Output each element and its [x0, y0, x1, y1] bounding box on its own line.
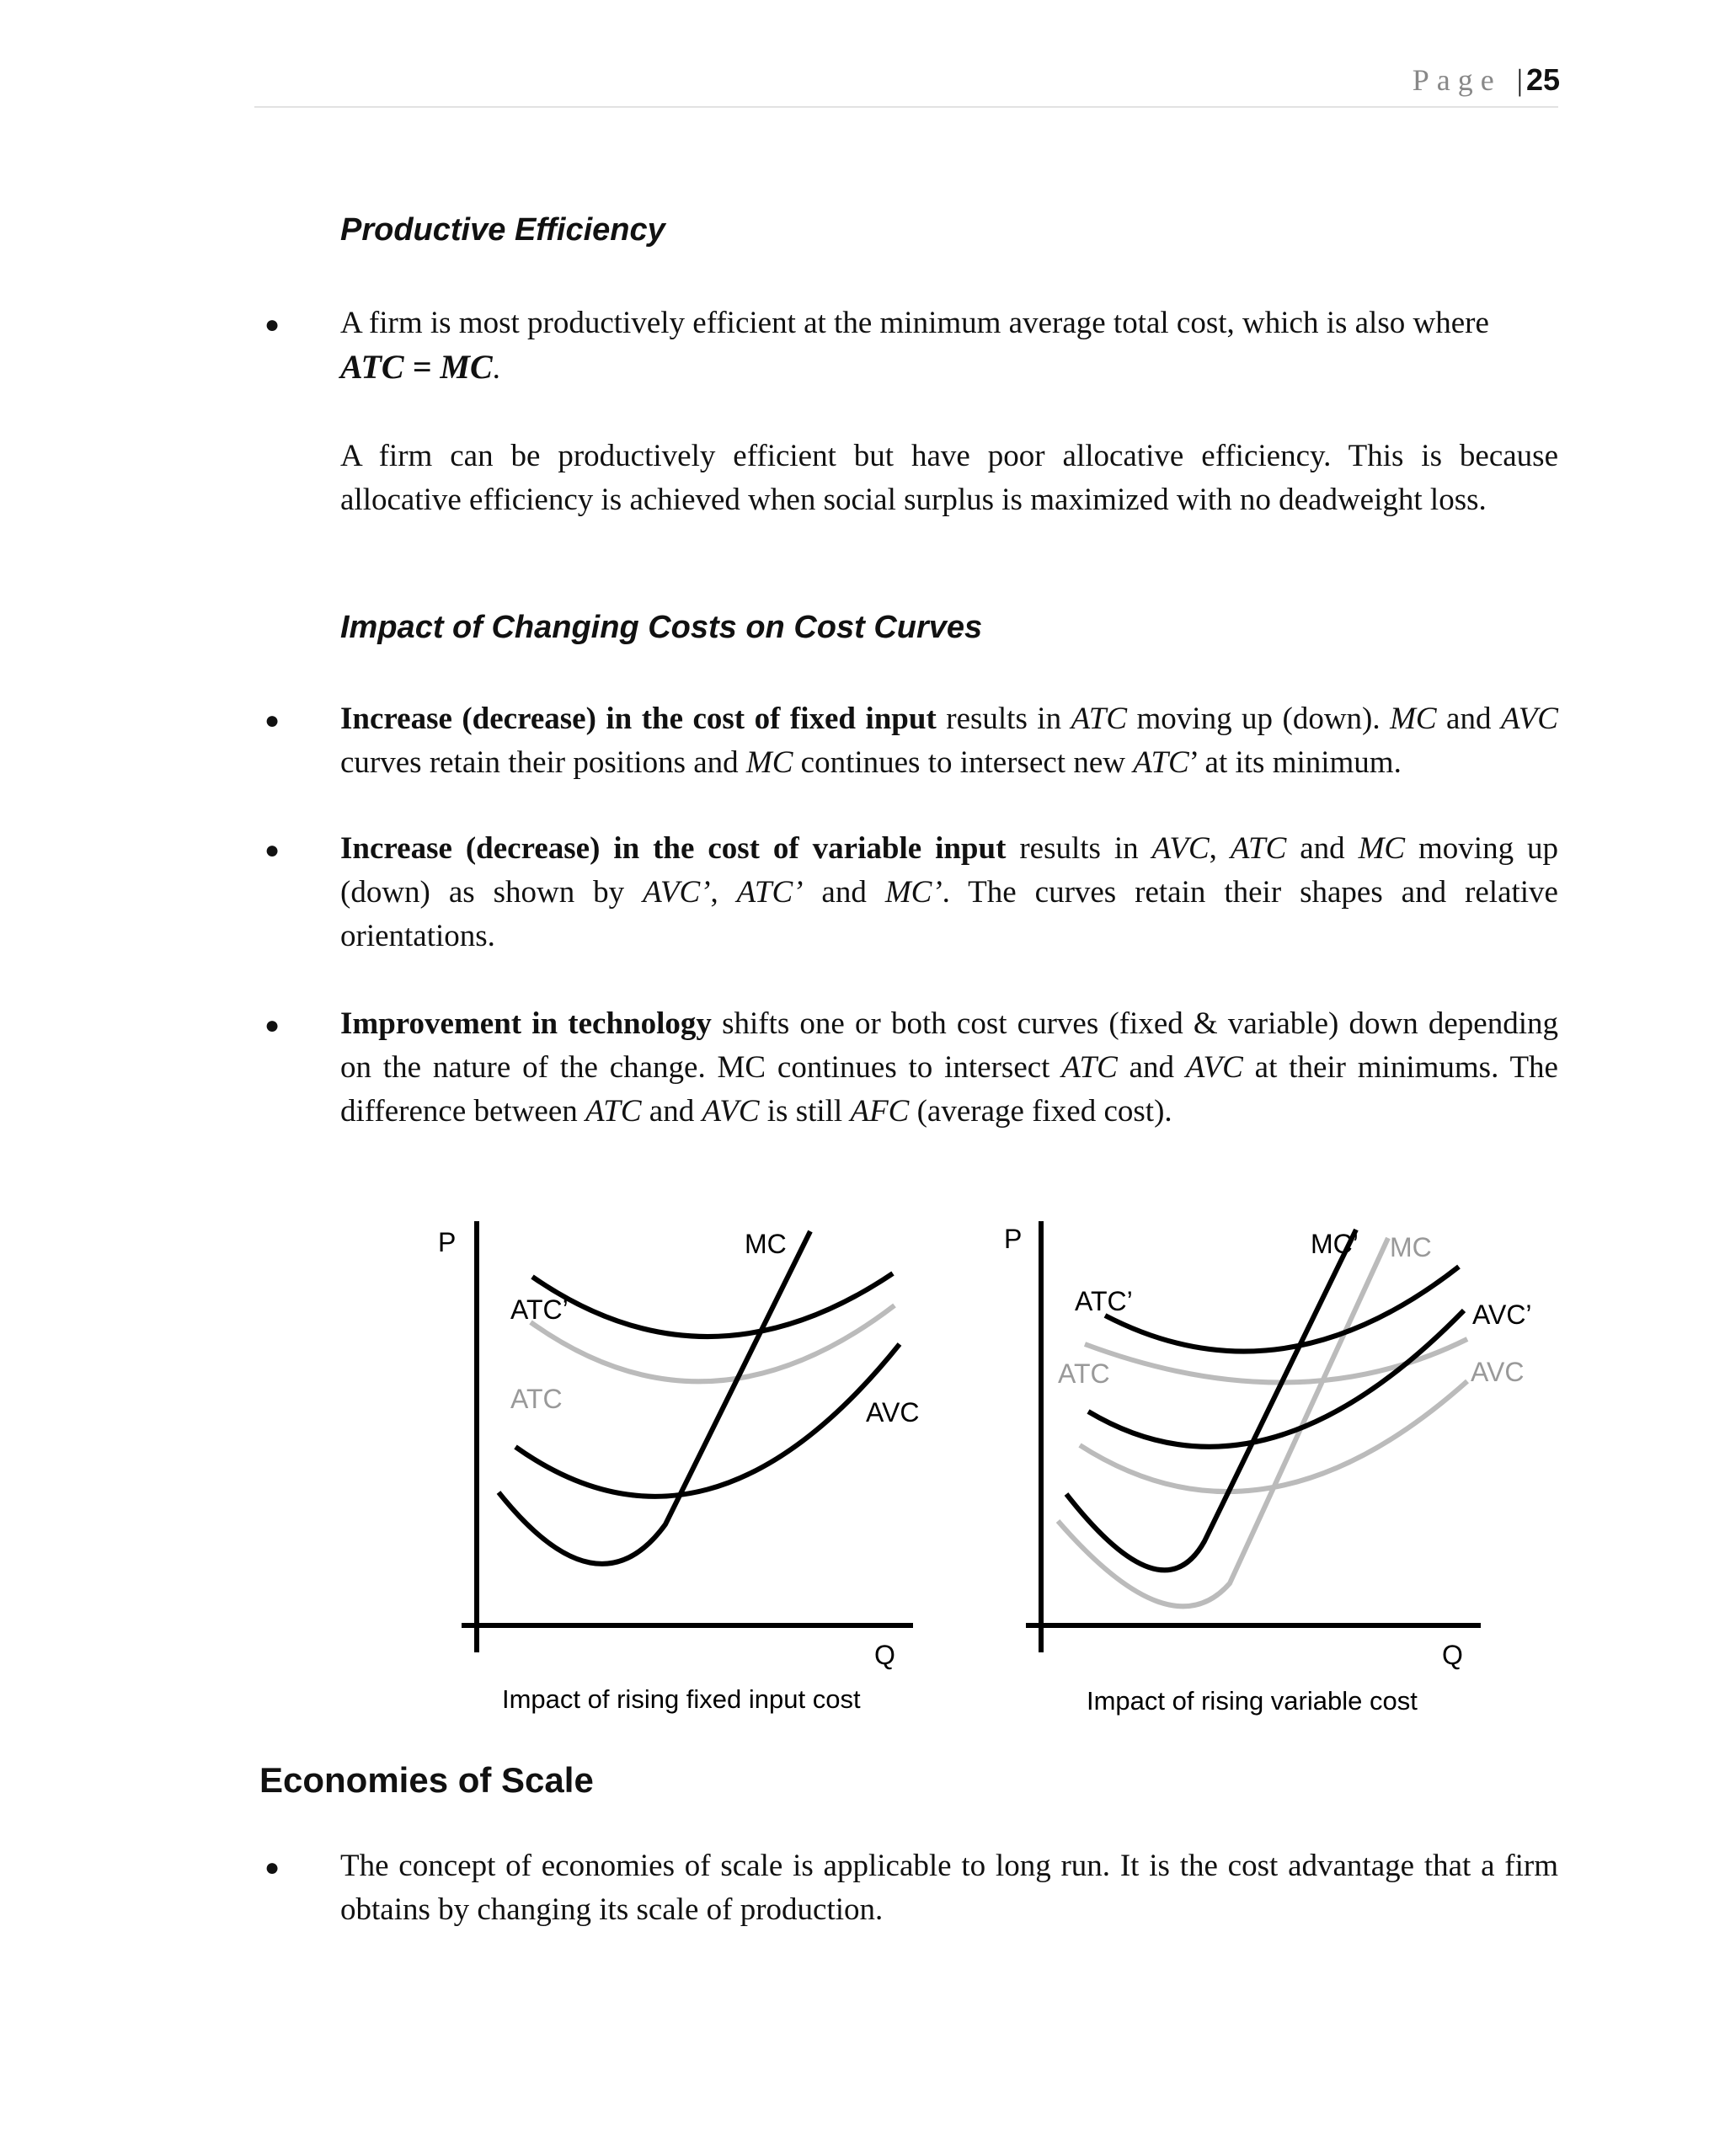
right-avc-prime-label: AVC’ [1472, 1299, 1532, 1330]
right-chart-caption: Impact of rising variable cost [1087, 1686, 1418, 1716]
impact-heading: Impact of Changing Costs on Cost Curves [340, 610, 983, 645]
impact-bullet-technology: Improvement in technology shifts one or both cost curves (fixed & variable) down depending on the nature of the change. MC continues to intersect ATC and AVC at their minimums. The difference between ATC and AVC is still AFC (average fixed cost). [340, 1006, 1558, 1129]
right-p-label: P [1004, 1224, 1023, 1254]
right-avc-label: AVC [1471, 1357, 1525, 1387]
left-avc-curve [515, 1344, 900, 1497]
right-mc-prime-label: MC’ [1311, 1229, 1359, 1259]
left-atc-prime-curve [532, 1273, 893, 1337]
right-mc-label: MC [1390, 1232, 1432, 1262]
page-word: Page [1412, 63, 1502, 97]
impact-bullet-variable: Increase (decrease) in the cost of variable input results in AVC, ATC and MC moving up (down) as shown by AVC’, ATC’ and MC’. The curves retain their shapes and relative orientations. [340, 831, 1559, 953]
variable-cost-chart [1004, 1221, 1532, 1716]
atc-mc-equation: ATC = MC [340, 348, 493, 386]
productive-paragraph: A firm can be productively efficient but have poor allocative efficiency. This is because allocative efficiency is achieved when social surplus is maximized with no deadweight loss. [340, 439, 1558, 517]
page-separator: | [1516, 63, 1523, 97]
left-p-label: P [438, 1227, 457, 1257]
fixed-cost-chart [438, 1221, 919, 1714]
productive-efficiency-heading: Productive Efficiency [340, 212, 665, 248]
left-q-label: Q [874, 1640, 895, 1670]
right-atc-prime-curve [1105, 1267, 1459, 1352]
left-atc-label: ATC [510, 1384, 563, 1414]
bullet-glyph: ● [264, 1854, 280, 1881]
economies-bullet: The concept of economies of scale is applicable to long run. It is the cost advantage that a firm obtains by changing its scale of production. [340, 1849, 1558, 1927]
economies-of-scale-heading: Economies of Scale [259, 1760, 594, 1800]
bullet-glyph: ● [264, 1011, 280, 1039]
left-atc-prime-label: ATC’ [510, 1294, 569, 1325]
right-atc-label: ATC [1058, 1358, 1110, 1389]
left-chart-caption: Impact of rising fixed input cost [502, 1684, 861, 1714]
bullet-glyph: ● [264, 311, 280, 339]
impact-bullet-fixed: Increase (decrease) in the cost of fixed input results in ATC moving up (down). MC and AVC curves retain their positions and MC continues to intersect new ATC’ at its minimum. [340, 702, 1558, 780]
productive-bullet-1: A firm is most productively efficient at the minimum average total cost, which is also where ATC = MC. [340, 306, 1489, 386]
bullet-glyph: ● [264, 836, 280, 864]
left-atc-curve [531, 1305, 895, 1381]
bullet-glyph: ● [264, 707, 280, 734]
page-number: 25 [1525, 62, 1560, 97]
left-avc-label: AVC [866, 1397, 920, 1428]
right-atc-prime-label: ATC’ [1075, 1286, 1133, 1316]
left-mc-label: MC [745, 1229, 787, 1259]
right-q-label: Q [1442, 1640, 1463, 1670]
